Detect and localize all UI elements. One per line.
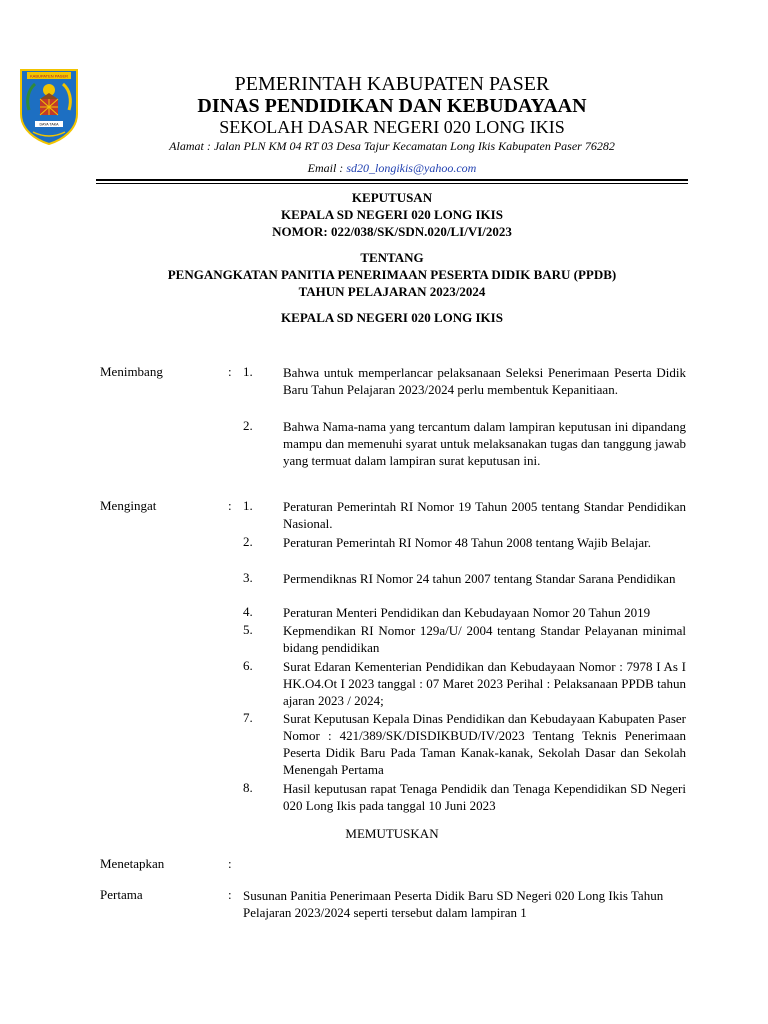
section-colon: : [228, 856, 232, 871]
list-item-number: 7. [243, 710, 253, 725]
email-label: Email : [307, 161, 347, 175]
section-label-menetapkan: Menetapkan [100, 856, 165, 871]
list-item-text: Permendiknas RI Nomor 24 tahun 2007 tentang Standar Sarana Pendidikan [283, 571, 676, 586]
list-item-text: Peraturan Pemerintah RI Nomor 19 Tahun 2005 tentang Standar Pendidikan Nasional. [283, 499, 686, 531]
letterhead-email-line [96, 161, 688, 176]
decree-issuer-repeat: KEPALA SD NEGERI 020 LONG IKIS [281, 310, 503, 325]
section-label-mengingat: Mengingat [100, 498, 157, 513]
decree-subject: PENGANGKATAN PANITIA PENERIMAAN PESERTA DIDIK BARU (PPDB) [167, 267, 617, 282]
section-colon: : [228, 887, 232, 902]
list-item-number: 2. [243, 418, 253, 433]
letterhead-school: SEKOLAH DASAR NEGERI 020 LONG IKIS [219, 117, 565, 137]
pertama-text: Susunan Panitia Penerimaan Peserta Didik Baru SD Negeri 020 Long Ikis Tahun Pelajaran 2023/2024 seperti tersebut dalam lampiran 1 [243, 888, 664, 920]
list-item-number: 2. [243, 534, 253, 549]
section-colon: : [228, 498, 232, 513]
email-link[interactable]: sd20_longikis@yahoo.com [346, 161, 477, 175]
decree-about-heading: TENTANG [360, 250, 424, 265]
section-label-menimbang: Menimbang [100, 364, 163, 379]
section-label-pertama: Pertama [100, 887, 143, 902]
list-item-text: Peraturan Pemerintah RI Nomor 48 Tahun 2008 tentang Wajib Belajar. [283, 535, 651, 550]
list-item-text: Surat Keputusan Kepala Dinas Pendidikan dan Kebudayaan Kabupaten Paser Nomor : 421/389/SK/DISDIKBUD/IV/2023 Tentang Teknis Penerimaan Peserta Didik Baru Pada Taman Kanak-kanak, Sekolah Dasar dan Sekolah Menengah Pertama [283, 711, 686, 777]
letterhead-divider-thin [96, 183, 688, 184]
paser-regency-emblem-icon [18, 66, 80, 146]
logo-motto-text: DAYA TAKA [39, 122, 59, 127]
list-item-number: 1. [243, 498, 253, 513]
letterhead-agency: DINAS PENDIDIKAN DAN KEBUDAYAAN [197, 95, 587, 117]
list-item-number: 8. [243, 780, 253, 795]
list-item-number: 3. [243, 570, 253, 585]
letterhead-divider-thick [96, 179, 688, 181]
list-item-text: Hasil keputusan rapat Tenaga Pendidik dan Tenaga Kependidikan SD Negeri 020 Long Ikis pada tanggal 10 Juni 2023 [283, 781, 686, 813]
decree-issuer: KEPALA SD NEGERI 020 LONG IKIS [281, 207, 503, 222]
letterhead-government: PEMERINTAH KABUPATEN PASER [234, 73, 550, 95]
list-item-text: Bahwa untuk memperlancar pelaksanaan Seleksi Penerimaan Peserta Didik Baru Tahun Pelajaran 2023/2024 perlu membentuk Kepanitiaan. [283, 365, 686, 397]
list-item-text: Peraturan Menteri Pendidikan dan Kebudayaan Nomor 20 Tahun 2019 [283, 605, 651, 620]
letterhead-address: Alamat : Jalan PLN KM 04 RT 03 Desa Tajur Kecamatan Long Ikis Kabupaten Paser 76282 [169, 139, 615, 153]
decree-title: KEPUTUSAN [351, 190, 433, 205]
list-item-number: 5. [243, 622, 253, 637]
list-item-number: 1. [243, 364, 253, 379]
logo-banner-text: KABUPATEN PASER [29, 73, 69, 79]
decree-year: TAHUN PELAJARAN 2023/2024 [298, 284, 486, 299]
decision-heading: MEMUTUSKAN [345, 826, 439, 841]
section-colon: : [228, 364, 232, 379]
list-item-number: 4. [243, 604, 253, 619]
list-item-text: Surat Edaran Kementerian Pendidikan dan Kebudayaan Nomor : 7978 I As I HK.O4.Ot I 2023 tanggal : 07 Maret 2023 Perihal : Pelaksanaan PPDB tahun ajaran 2023 / 2024; [283, 659, 686, 708]
decree-number: NOMOR: 022/038/SK/SDN.020/LI/VI/2023 [272, 224, 512, 239]
list-item-text: Kepmendikan RI Nomor 129a/U/ 2004 tentang Standar Pelayanan minimal bidang pendidikan [283, 623, 686, 655]
list-item-text: Bahwa Nama-nama yang tercantum dalam lampiran keputusan ini dipandang mampu dan memenuhi syarat untuk melaksanakan tugas dan tanggung jawab yang termuat dalam lampiran surat keputusan ini. [283, 419, 686, 468]
list-item-number: 6. [243, 658, 253, 673]
